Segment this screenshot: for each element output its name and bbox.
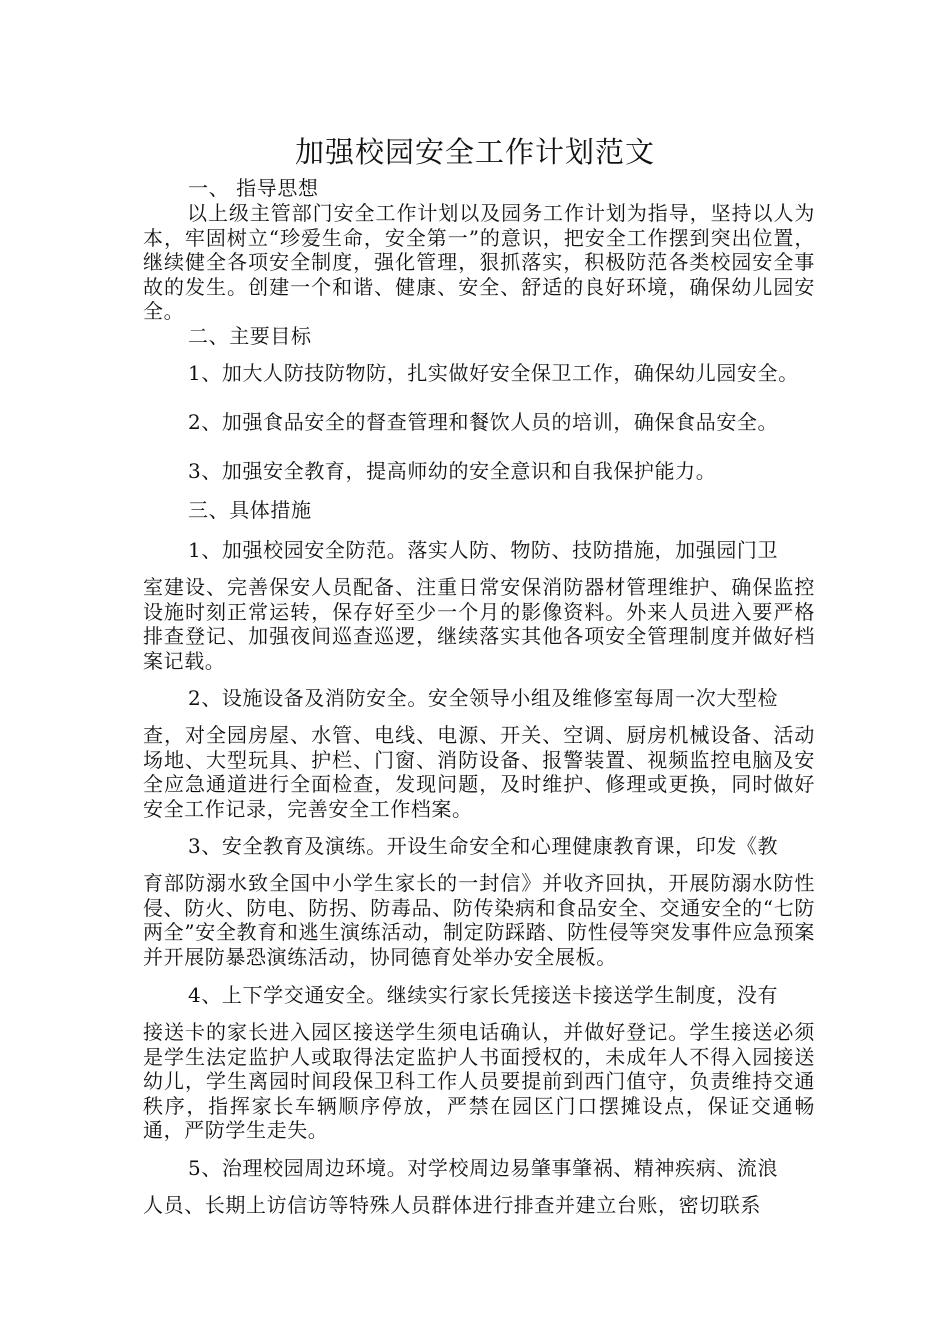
goal-item: 2、加强食品安全的督查管理和餐饮人员的培训，确保食品安全。 — [188, 410, 779, 434]
measure-continuation: 接送卡的家长进入园区接送学生须电话确认，并做好登记。学生接送必须是学生法定监护人或取得法定监护人书面授权的，未成年人不得入园接送幼儿，学生离园时间段保卫科工作人员要提前到西门值守，负责维持交通秩序，指挥家长车辆顺序停放，严禁在园区门口摆摊设点，保证交通畅通，严防学生走失。 — [143, 1020, 815, 1142]
measure-continuation: 人员、长期上访信访等特殊人员群体进行排查并建立台账，密切联系 — [143, 1193, 761, 1217]
measure-lead-line: 4、上下学交通安全。继续实行家长凭接送卡接送学生制度，没有 — [188, 983, 779, 1007]
guiding-thought-paragraph: 以上级主管部门安全工作计划以及园务工作计划为指导，坚持以人为本，牢固树立“珍爱生命，安全第一”的意识，把安全工作摆到突出位置，继续健全各项安全制度，强化管理，狠抓落实，积极防范各类校园安全事故的发生。创建一个和谐、健康、安全、舒适的良好环境，确保幼儿园安全。 — [143, 201, 815, 323]
measure-lead-line: 2、设施设备及消防安全。安全领导小组及维修室每周一次大型检 — [188, 686, 779, 710]
section-heading-main-goals: 二、主要目标 — [188, 324, 312, 348]
document-title: 加强校园安全工作计划范文 — [294, 135, 655, 169]
measure-lead-line: 3、安全教育及演练。开设生命安全和心理健康教育课，印发《教 — [188, 834, 779, 858]
goal-item: 1、加大人防技防物防，扎实做好安全保卫工作，确保幼儿园安全。 — [188, 361, 799, 385]
measure-continuation: 室建设、完善保安人员配备、注重日常安保消防器材管理维护、确保监控设施时刻正常运转，保存好至少一个月的影像资料。外来人员进入要严格排查登记、加强夜间巡查巡逻，继续落实其他各项安全管理制度并做好档案记载。 — [143, 575, 815, 673]
goal-item: 3、加强安全教育，提高师幼的安全意识和自我保护能力。 — [188, 459, 717, 483]
measure-continuation: 育部防溺水致全国中小学生家长的一封信》并收齐回执，开展防溺水防性侵、防火、防电、防拐、防毒品、防传染病和食品安全、交通安全的“七防两全”安全教育和逃生演练活动，制定防踩踏、防性侵等突发事件应急预案并开展防暴恐演练活动，协同德育处举办安全展板。 — [143, 871, 815, 969]
measure-lead-line: 5、治理校园周边环境。对学校周边易肇事肇祸、精神疾病、流浪 — [188, 1156, 779, 1180]
section-heading-specific-measures: 三、具体措施 — [188, 498, 312, 522]
section-heading-guiding-thought: 一、 指导思想 — [188, 176, 319, 200]
measure-continuation: 查，对全园房屋、水管、电线、电源、开关、空调、厨房机械设备、活动场地、大型玩具、护栏、门窗、消防设备、报警装置、视频监控电脑及安全应急通道进行全面检查，发现问题，及时维护、修理或更换，同时做好安全工作记录，完善安全工作档案。 — [143, 723, 815, 821]
measure-lead-line: 1、加强校园安全防范。落实人防、物防、技防措施，加强园门卫 — [188, 538, 779, 562]
